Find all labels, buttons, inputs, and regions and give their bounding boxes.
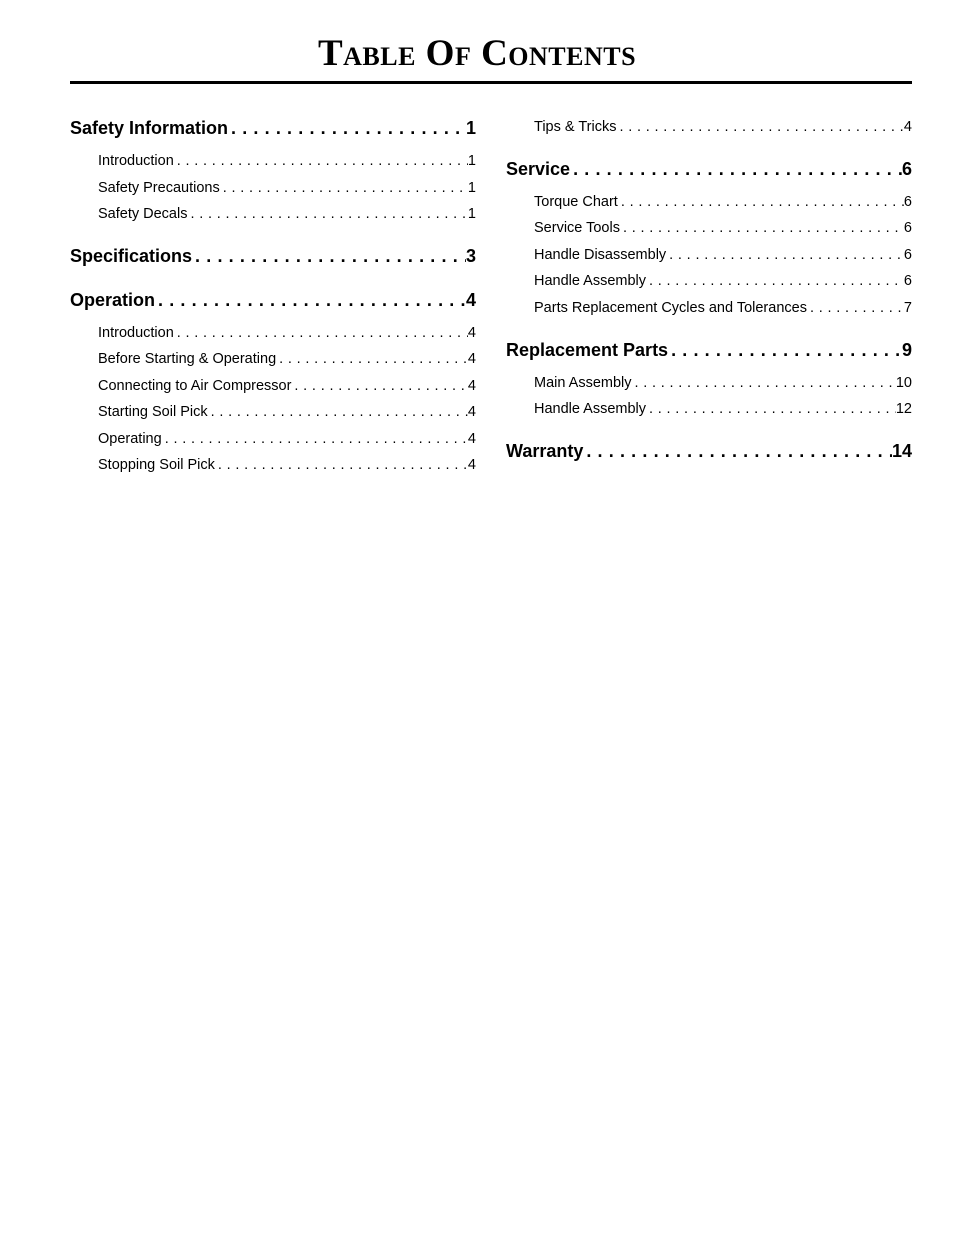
dot-leader (807, 299, 904, 317)
dot-leader (666, 246, 904, 264)
toc-entry-label: Safety Precautions (98, 180, 220, 196)
dot-leader (276, 350, 468, 368)
dot-leader (208, 403, 468, 421)
dot-leader (174, 324, 468, 342)
toc-section-warranty[interactable] (506, 440, 912, 462)
toc-section-title: Specifications (70, 246, 193, 266)
dot-leader (646, 400, 896, 418)
toc-page-number: 6 (903, 247, 912, 263)
dot-leader (668, 339, 902, 361)
toc-entry-main-assembly[interactable] (534, 374, 912, 392)
toc-page-number: 1 (467, 180, 476, 196)
toc-page-number: 14 (891, 441, 912, 461)
dot-leader (215, 456, 468, 474)
toc-entry-label: Handle Assembly (534, 273, 647, 289)
toc-page-number: 4 (467, 431, 476, 447)
toc-page-number: 10 (895, 375, 912, 391)
dot-leader (620, 219, 904, 237)
dot-leader (646, 272, 904, 290)
toc-entry-label: Introduction (98, 325, 174, 341)
toc-page-number: 1 (465, 118, 476, 138)
toc-entry-connecting-to-air-compressor[interactable] (98, 377, 476, 395)
toc-entry-label: Main Assembly (534, 375, 632, 391)
dot-leader (583, 440, 892, 462)
toc-entry-safety-precautions[interactable] (98, 179, 476, 197)
toc-entry-label: Starting Soil Pick (98, 404, 208, 420)
toc-page-number: 4 (467, 457, 476, 473)
toc-entry-tips-and-tricks[interactable] (534, 118, 912, 136)
toc-page-number: 4 (467, 351, 476, 367)
toc-section-title: Warranty (506, 441, 584, 461)
toc-page-number: 4 (903, 119, 912, 135)
toc-entry-label: Operating (98, 431, 162, 447)
toc-entry-service-tools[interactable] (534, 219, 912, 237)
toc-section-operation[interactable] (70, 289, 476, 311)
toc-page-number: 4 (467, 378, 476, 394)
dot-leader (228, 117, 466, 139)
toc-entry-handle-assembly[interactable] (534, 400, 912, 418)
dot-leader (155, 289, 466, 311)
toc-section-title: Service (506, 159, 571, 179)
toc-entry-label: Torque Chart (534, 194, 618, 210)
dot-leader (162, 430, 468, 448)
toc-section-title: Replacement Parts (506, 340, 669, 360)
toc-page-number: 12 (895, 401, 912, 417)
page-title: Table Of Contents (317, 33, 637, 74)
toc-entry-label: Before Starting & Operating (98, 351, 277, 367)
toc-page-number: 4 (467, 404, 476, 420)
toc-entry-stopping-soil-pick[interactable] (98, 456, 476, 474)
toc-page-number: 6 (903, 273, 912, 289)
toc-entry-label: Tips & Tricks (534, 119, 617, 135)
dot-leader (570, 158, 902, 180)
toc-entry-operating[interactable] (98, 430, 476, 448)
dot-leader (291, 377, 468, 395)
dot-leader (618, 193, 904, 211)
toc-entry-label: Stopping Soil Pick (98, 457, 215, 473)
toc-entry-before-starting-operating[interactable] (98, 350, 476, 368)
toc-page-number: 3 (465, 246, 476, 266)
toc-entry-label: Handle Disassembly (534, 247, 667, 263)
toc-page-number: 1 (467, 153, 476, 169)
dot-leader (616, 118, 903, 136)
dot-leader (192, 245, 466, 267)
toc-section-title: Operation (70, 290, 156, 310)
toc-section-replacement-parts[interactable] (506, 339, 912, 361)
toc-page-number: 1 (467, 206, 476, 222)
toc-page-number: 6 (903, 220, 912, 236)
toc-section-title: Safety Information (70, 118, 229, 138)
title-divider (70, 81, 912, 84)
toc-entry-parts-replacement-cycles[interactable] (534, 299, 912, 317)
toc-entry-label: Parts Replacement Cycles and Tolerances (534, 300, 807, 316)
dot-leader (174, 152, 468, 170)
toc-entry-handle-assembly[interactable] (534, 272, 912, 290)
dot-leader (187, 205, 467, 223)
toc-entry-safety-decals[interactable] (98, 205, 476, 223)
toc-page-number: 4 (465, 290, 476, 310)
toc-section-service[interactable] (506, 158, 912, 180)
toc-entry-label: Introduction (98, 153, 174, 169)
toc-entry-introduction[interactable] (98, 152, 476, 170)
toc-entry-handle-disassembly[interactable] (534, 246, 912, 264)
toc-page-number: 9 (901, 340, 912, 360)
toc-page-number: 4 (467, 325, 476, 341)
dot-leader (632, 374, 896, 392)
toc-page-number: 6 (903, 194, 912, 210)
toc-entry-label: Connecting to Air Compressor (98, 378, 292, 394)
toc-section-safety-information[interactable] (70, 117, 476, 139)
toc-entry-label: Handle Assembly (534, 401, 647, 417)
toc-section-specifications[interactable] (70, 245, 476, 267)
toc-page-number: 7 (903, 300, 912, 316)
toc-entry-torque-chart[interactable] (534, 193, 912, 211)
toc-entry-label: Service Tools (534, 220, 620, 236)
toc-entry-starting-soil-pick[interactable] (98, 403, 476, 421)
dot-leader (220, 179, 468, 197)
toc-entry-introduction[interactable] (98, 324, 476, 342)
toc-page-number: 6 (901, 159, 912, 179)
toc-entry-label: Safety Decals (98, 206, 188, 222)
